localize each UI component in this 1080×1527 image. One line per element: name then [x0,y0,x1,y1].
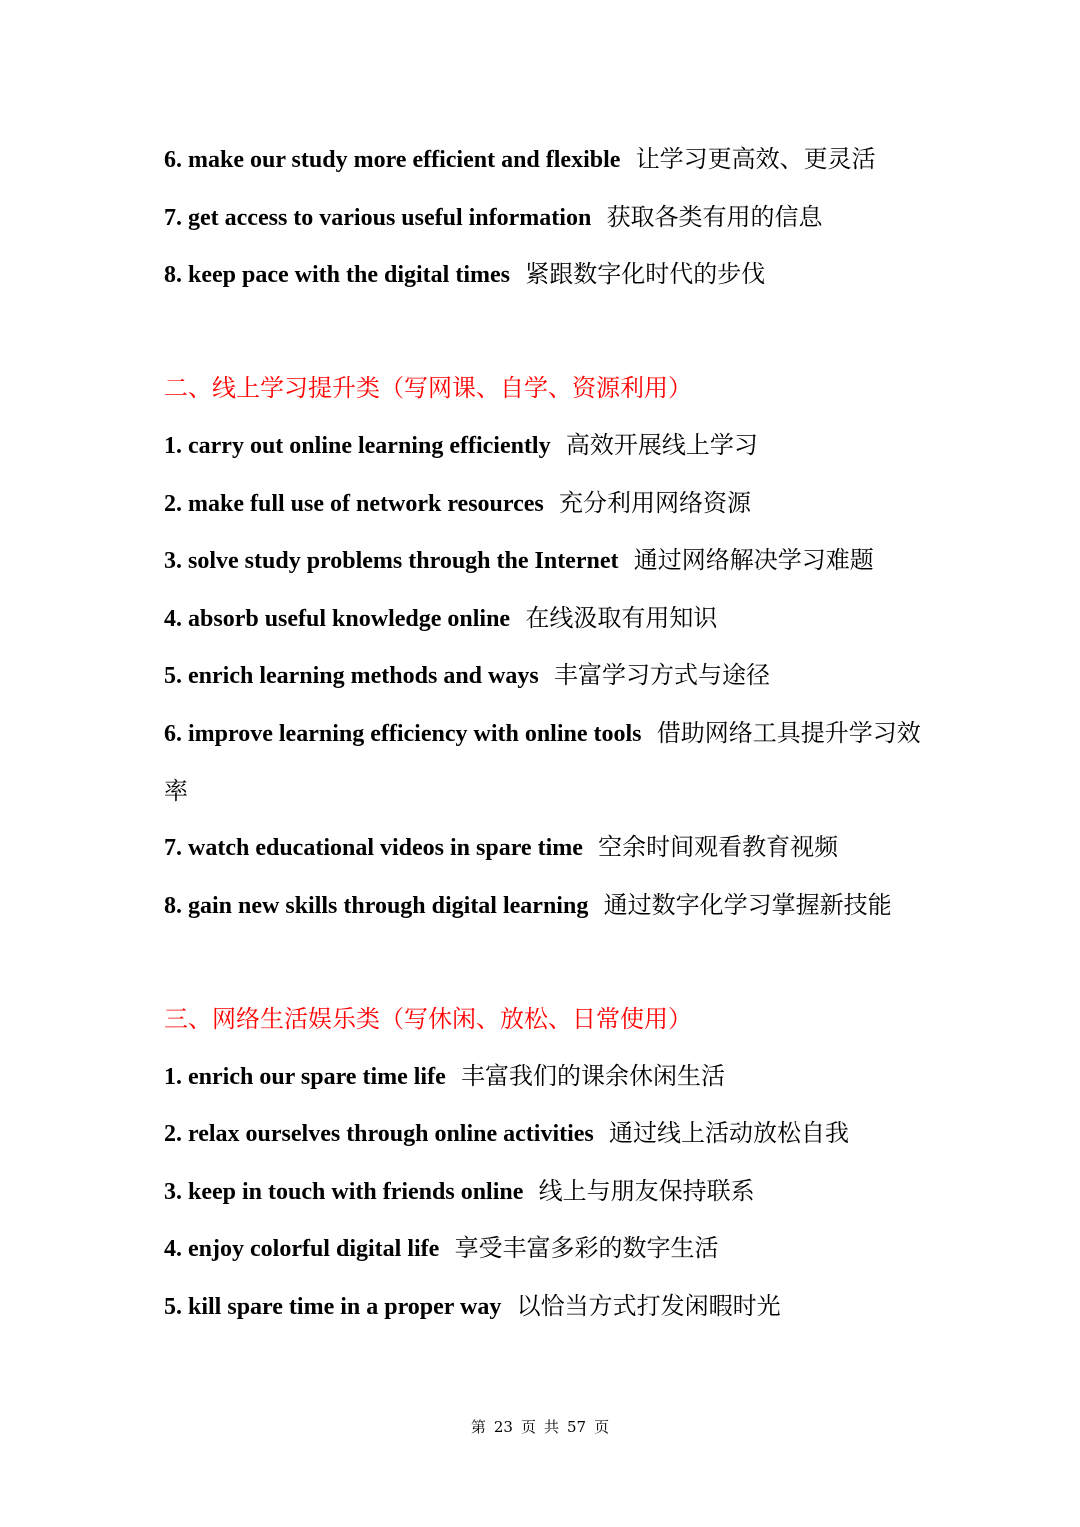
phrase-line [164,1163,924,1221]
phrase-line [164,532,924,590]
phrase-chinese: 充分利用网络资源 [559,488,752,517]
phrase-line [164,1278,924,1336]
footer-suffix: 页 [594,1418,610,1436]
phrase-english: 4. absorb useful knowledge online [164,605,511,632]
phrase-chinese: 通过线上活动放松自我 [609,1119,850,1148]
phrase-chinese: 丰富我们的课余休闲生活 [461,1061,725,1090]
phrase-english: 6. improve learning efficiency with online tools [164,720,642,747]
phrase-english: 7. get access to various useful information [164,204,592,231]
footer-prefix: 第 [470,1418,486,1436]
phrase-english: 7. watch educational videos in spare time [164,835,583,862]
page-footer [0,1416,1080,1437]
phrase-chinese: 通过网络解决学习难题 [633,546,874,575]
phrase-english: 1. enrich our spare time life [164,1063,446,1090]
phrase-line [164,590,924,648]
phrase-english: 1. carry out online learning efficiently [164,432,551,459]
phrase-english: 5. enrich learning methods and ways [164,663,539,690]
phrase-chinese: 获取各类有用的信息 [606,202,823,231]
phrase-chinese: 紧跟数字化时代的步伐 [525,260,766,289]
phrase-line [164,475,924,533]
phrase-chinese: 通过数字化学习掌握新技能 [603,890,892,919]
phrase-line [164,647,924,705]
phrase-line [164,189,924,247]
phrase-english: 6. make our study more efficient and flexible [164,147,621,173]
phrase-english: 3. keep in touch with friends online [164,1178,524,1205]
footer-total-word: 共 [544,1418,560,1436]
phrase-english: 2. relax ourselves through online activities [164,1121,594,1148]
section-gap [164,934,924,991]
page-content [164,131,924,1335]
phrase-line [164,877,924,935]
phrase-line [164,1105,924,1163]
phrase-line [164,246,924,304]
section-heading: 二、线上学习提升类（写网课、自学、资源利用） [164,374,692,403]
phrase-chinese: 在线汲取有用知识 [525,603,718,632]
phrase-line [164,705,924,819]
phrase-chinese: 线上与朋友保持联系 [538,1176,755,1205]
phrase-line [164,417,924,475]
phrase-chinese: 高效开展线上学习 [565,430,758,459]
phrase-line [164,1048,924,1106]
phrase-english: 4. enjoy colorful digital life [164,1236,440,1263]
phrase-line [164,131,924,189]
phrase-chinese: 让学习更高效、更灵活 [635,145,876,173]
footer-total-pages: 57 [567,1418,587,1436]
phrase-chinese: 丰富学习方式与途径 [553,661,770,690]
phrase-chinese: 借助网络工具提升学习效率 [164,718,921,805]
phrase-english: 2. make full use of network resources [164,490,544,517]
phrase-english: 5. kill spare time in a proper way [164,1293,502,1320]
phrase-english: 8. keep pace with the digital times [164,262,510,289]
phrase-chinese: 以恰当方式打发闲暇时光 [516,1291,781,1320]
footer-current-page: 23 [493,1418,513,1436]
footer-page-word: 页 [520,1418,536,1436]
phrase-english: 8. gain new skills through digital learning [164,892,589,919]
section-heading: 三、网络生活娱乐类（写休闲、放松、日常使用） [164,1004,692,1033]
phrase-line [164,1220,924,1278]
phrase-english: 3. solve study problems through the Internet [164,548,619,575]
section-gap [164,304,924,361]
phrase-chinese: 空余时间观看教育视频 [598,833,839,862]
phrase-chinese: 享受丰富多彩的数字生活 [454,1234,719,1263]
phrase-line [164,819,924,877]
